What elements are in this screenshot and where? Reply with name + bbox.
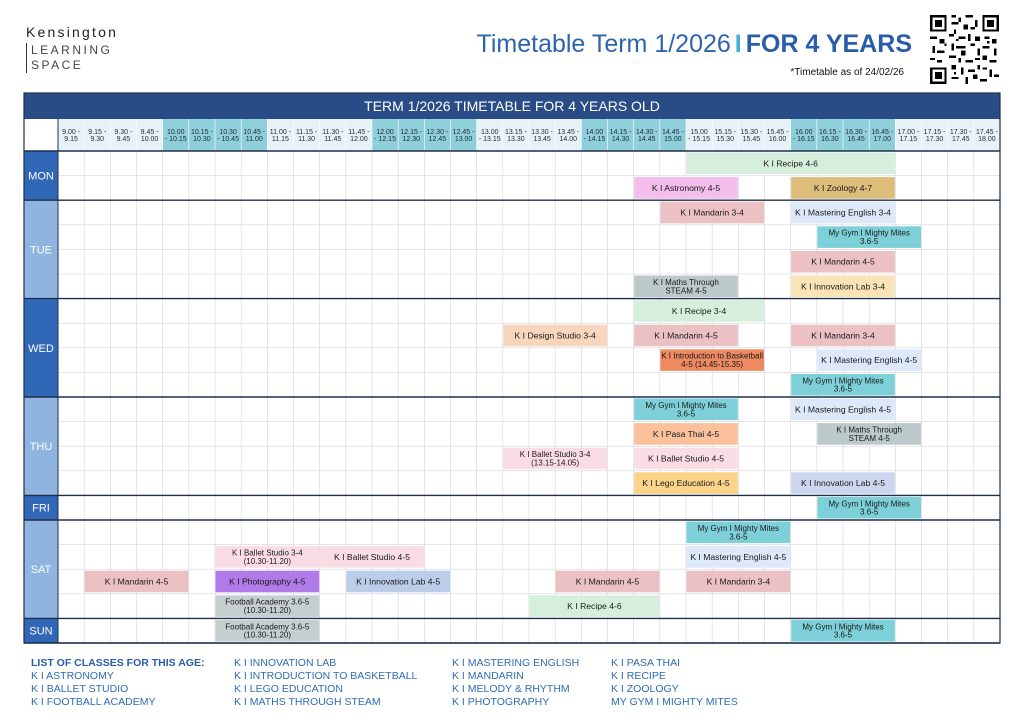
class-session-label: K I Recipe 4-6 — [763, 158, 818, 169]
class-session-label: My Gym I Mighty Mites 3.6-5 — [697, 523, 780, 542]
title-age: FOR 4 YEARS — [745, 30, 912, 58]
class-session-label: K I Innovation Lab 4-5 — [356, 576, 441, 587]
class-session-label: K I Mandarin 3-4 — [706, 576, 771, 587]
time-slot-label: 14.45 -15.00 — [662, 128, 684, 144]
time-slot-label: 14.15 -14.30 — [609, 128, 632, 144]
time-slot-label: 13.15 -13.30 — [505, 128, 527, 144]
class-session-label: K I Astronomy 4-5 — [651, 182, 721, 193]
class-session-label: K I Recipe 4-6 — [567, 601, 622, 612]
timetable-date-note: *Timetable as of 24/02/26 — [790, 67, 904, 78]
class-session-label: K I Lego Education 4-5 — [642, 478, 730, 489]
time-slot-label: 10.45 -11.00 — [243, 128, 266, 144]
class-list-item: K I INNOVATION LAB — [234, 657, 337, 669]
class-list-item: K I ZOOLOGY — [611, 683, 679, 695]
corner-cell — [24, 119, 58, 151]
class-session-label: K I Innovation Lab 4-5 — [800, 478, 886, 489]
time-slot-label: 13.45 -14.00 — [557, 128, 580, 144]
time-slot-label: 17.15 -17.30 — [923, 128, 946, 144]
time-slot-label: 15.45 -16.00 — [766, 128, 789, 144]
time-slot-label: 10.30 - 10.45 — [217, 128, 239, 144]
class-session-label: K I Pasa Thai 4-5 — [652, 428, 720, 439]
class-session-label: K I Ballet Studio 4-5 — [334, 551, 410, 562]
class-list-item: MY GYM I MIGHTY MITES — [611, 696, 738, 708]
class-session-label: Football Academy 3.6-5 (10.30-11.20) — [225, 622, 310, 640]
time-slot-label: 12.30 -12.45 — [426, 128, 449, 144]
class-list-item: K I MATHS THROUGH STEAM — [234, 696, 381, 708]
time-slot-label: 9.45 -10.00 — [140, 128, 159, 144]
class-list-item: K I LEGO EDUCATION — [234, 683, 343, 695]
class-list-item: K I BALLET STUDIO — [31, 683, 129, 695]
time-slot-label: 13.30 -13.45 — [531, 128, 553, 144]
day-label: THU — [29, 441, 53, 454]
time-slot-label: 9.30 -9.45 — [114, 128, 133, 144]
time-slot-label: 11.15 -11.30 — [295, 128, 318, 144]
table-title: TERM 1/2026 TIMETABLE FOR 4 YEARS OLD — [364, 98, 660, 114]
class-session-label: My Gym I Mighty Mites 3.6-5 — [802, 376, 884, 394]
time-slot-label: 12.15 -12.30 — [400, 128, 423, 144]
class-session-label: K I Mastering English 4-5 — [690, 551, 787, 562]
class-list-item: K I RECIPE — [611, 670, 666, 682]
time-slot-label: 14.30 -14.45 — [635, 128, 658, 144]
time-slot-label: 16.30 -16.45 — [845, 128, 867, 144]
logo-line3: SPACE — [31, 58, 84, 72]
title-main: Timetable Term 1/2026 — [476, 30, 731, 58]
time-slot-label: 14.00 - 14.15 — [583, 128, 606, 144]
day-label: WED — [28, 342, 54, 355]
time-slot-label: 17.00 -17.15 — [897, 128, 920, 144]
class-session-label: My Gym I Mighty Mites 3.6-5 — [645, 400, 727, 419]
class-session-label: K I Mastering English 4-5 — [794, 404, 892, 415]
class-session-label: K I Mastering English 4-5 — [821, 355, 918, 366]
time-slot-label: 9.15 -9.30 — [88, 128, 107, 144]
class-session-label: K I Mastering English 3-4 — [794, 207, 892, 218]
time-slot-label: 15.15 -15.30 — [714, 128, 737, 144]
class-session-label: My Gym I Mighty Mites 3.6-5 — [828, 499, 910, 517]
time-slot-label: 17.30 -17.45 — [949, 128, 972, 144]
time-slot-label: 12.45 -13.00 — [452, 128, 475, 144]
class-list-item: K I INTRODUCTION TO BASKETBALL — [234, 670, 418, 682]
logo-line2: LEARNING — [31, 43, 113, 57]
time-slot-label: 11.45 -12.00 — [348, 128, 370, 144]
day-label: FRI — [32, 502, 50, 515]
day-label: MON — [28, 170, 54, 183]
time-slot-label: 11.00 -11.15 — [269, 128, 292, 144]
class-session-label: Football Academy 3.6-5 (10.30-11.20) — [225, 597, 310, 616]
time-slot-label: 13.00 - 13.15 — [478, 128, 501, 144]
time-slot-label: 11.30 -11.45 — [322, 128, 344, 144]
time-slot-label: 9.00 -9.15 — [62, 128, 81, 144]
time-slot-label: 10.00 - 10.15 — [164, 128, 187, 144]
class-session-label: K I Ballet Studio 4-5 — [648, 453, 724, 464]
class-list-item: K I MELODY & RHYTHM — [452, 683, 570, 695]
time-slot-label: 15.30 -15.45 — [740, 128, 763, 144]
time-slot-label: 12.00 - 12.15 — [374, 128, 396, 144]
time-slot-label: 16.15 -16.30 — [819, 128, 841, 144]
class-session-label: K I Maths Through STEAM 4-5 — [653, 277, 719, 296]
time-slot-label: 17.45 -18.00 — [976, 128, 998, 144]
class-list-item: K I PHOTOGRAPHY — [452, 696, 550, 708]
time-slot-label: 10.15 -10.30 — [191, 128, 213, 144]
class-list-item: K I MASTERING ENGLISH — [452, 657, 580, 669]
class-session-label: K I Zoology 4-7 — [813, 182, 873, 193]
day-label: TUE — [30, 244, 52, 257]
logo-line1: Kensington — [26, 24, 119, 40]
class-list-item: K I PASA THAI — [611, 657, 681, 669]
class-session-label: My Gym I Mighty Mites 3.6-5 — [828, 228, 910, 247]
class-list-item: K I ASTRONOMY — [31, 670, 114, 682]
class-session-label: K I Mandarin 4-5 — [654, 330, 718, 341]
class-list-heading: LIST OF CLASSES FOR THIS AGE: — [31, 657, 205, 669]
class-session-label: K I Mandarin 4-5 — [104, 576, 169, 587]
class-session-label: K I Mandarin 3-4 — [811, 330, 875, 341]
class-session-label: K I Introduction to Basketball 4-5 (14.45-15.35) — [661, 351, 764, 370]
title-separator: I — [734, 30, 742, 58]
class-session-label: K I Innovation Lab 3-4 — [800, 281, 886, 292]
class-session-label: K I Mandarin 4-5 — [575, 576, 640, 587]
time-slot-label: 16.45 -17.00 — [871, 128, 894, 144]
class-session-label: K I Maths Through STEAM 4-5 — [836, 425, 903, 443]
day-label: SAT — [30, 564, 52, 577]
time-slot-label: 15.00 - 15.15 — [688, 128, 710, 144]
class-session-label: K I Ballet Studio 3-4 (10.30-11.20) — [231, 548, 303, 566]
class-session-label: K I Ballet Studio 3-4 (13.15-14.05) — [519, 450, 591, 468]
class-session-label: K I Recipe 3-4 — [671, 305, 727, 316]
class-session-label: K I Photography 4-5 — [229, 576, 306, 587]
class-list-item: K I FOOTBALL ACADEMY — [31, 696, 156, 708]
class-session-label: K I Mandarin 3-4 — [680, 207, 744, 218]
class-session-label: K I Mandarin 4-5 — [811, 256, 875, 267]
class-session-label: K I Design Studio 3-4 — [514, 330, 596, 341]
day-label: SUN — [29, 625, 53, 638]
class-list-item: K I MANDARIN — [452, 670, 524, 682]
time-slot-label: 16.00 - 16.15 — [792, 128, 815, 144]
class-session-label: My Gym I Mighty Mites 3.6-5 — [802, 622, 884, 640]
